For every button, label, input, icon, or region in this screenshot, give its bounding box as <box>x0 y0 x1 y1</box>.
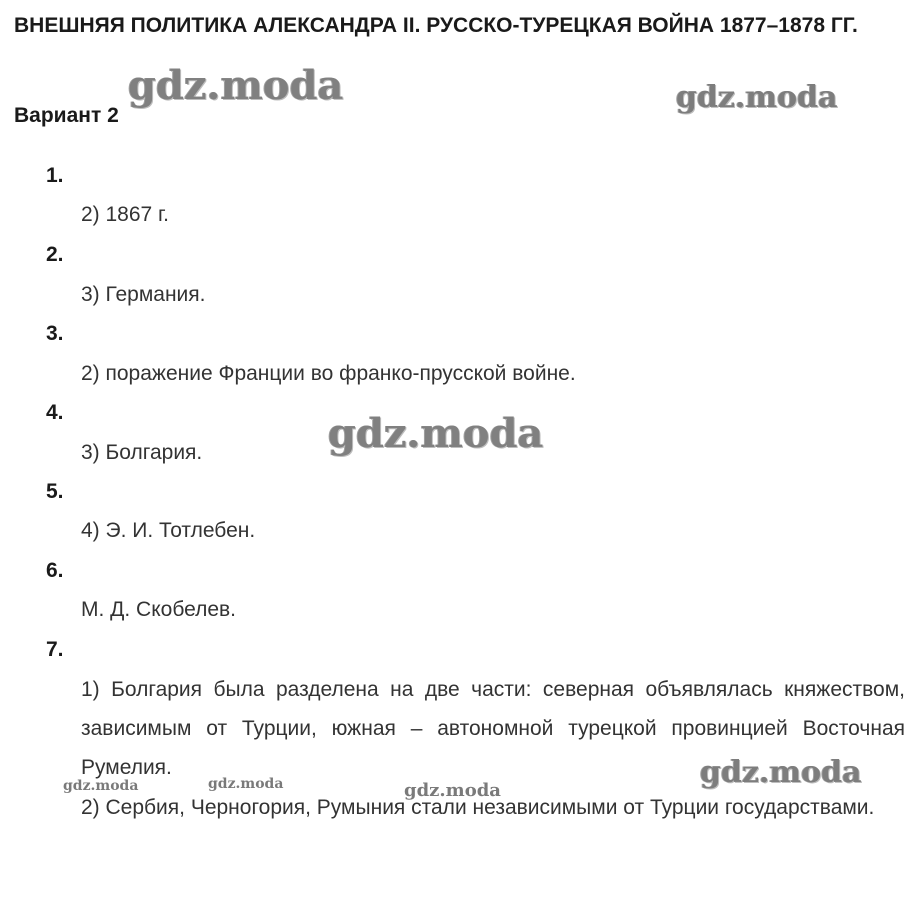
variant-label: Вариант 2 <box>14 104 119 127</box>
question-number-5: 5. <box>46 480 64 503</box>
answer-7-paragraph-1: 1) Болгария была разделена на две части: северная объявлялась княжеством, зависимым от Турции, южная – автономной турецкой провинцией Восточная Румелия. <box>81 678 905 779</box>
watermark-logo: gdz.moda <box>208 776 284 792</box>
watermark-logo: gdz.moda <box>128 62 344 109</box>
watermark-logo: gdz.moda <box>404 780 501 801</box>
answer-2: 3) Германия. <box>81 283 206 306</box>
question-number-2: 2. <box>46 243 64 266</box>
watermark-logo: gdz.moda <box>328 410 544 457</box>
question-number-4: 4. <box>46 401 64 424</box>
answer-4: 3) Болгария. <box>81 441 203 464</box>
answer-5: 4) Э. И. Тотлебен. <box>81 519 256 542</box>
question-number-3: 3. <box>46 322 64 345</box>
answer-3: 2) поражение Франции во франко-прусской войне. <box>81 362 576 385</box>
page-title: ВНЕШНЯЯ ПОЛИТИКА АЛЕКСАНДРА II. РУССКО-ТУРЕЦКАЯ ВОЙНА 1877–1878 ГГ. <box>14 14 858 37</box>
answer-7-paragraph-2: 2) Сербия, Черногория, Румыния стали независимыми от Турции государствами. <box>81 796 875 819</box>
watermark-logo: gdz.moda <box>63 778 139 794</box>
answer-6: М. Д. Скобелев. <box>81 598 237 621</box>
watermark-logo: gdz.moda <box>676 80 838 115</box>
question-number-1: 1. <box>46 164 64 187</box>
question-number-6: 6. <box>46 559 64 582</box>
question-number-7: 7. <box>46 638 64 661</box>
watermark-logo: gdz.moda <box>700 755 862 790</box>
answer-1: 2) 1867 г. <box>81 203 169 226</box>
